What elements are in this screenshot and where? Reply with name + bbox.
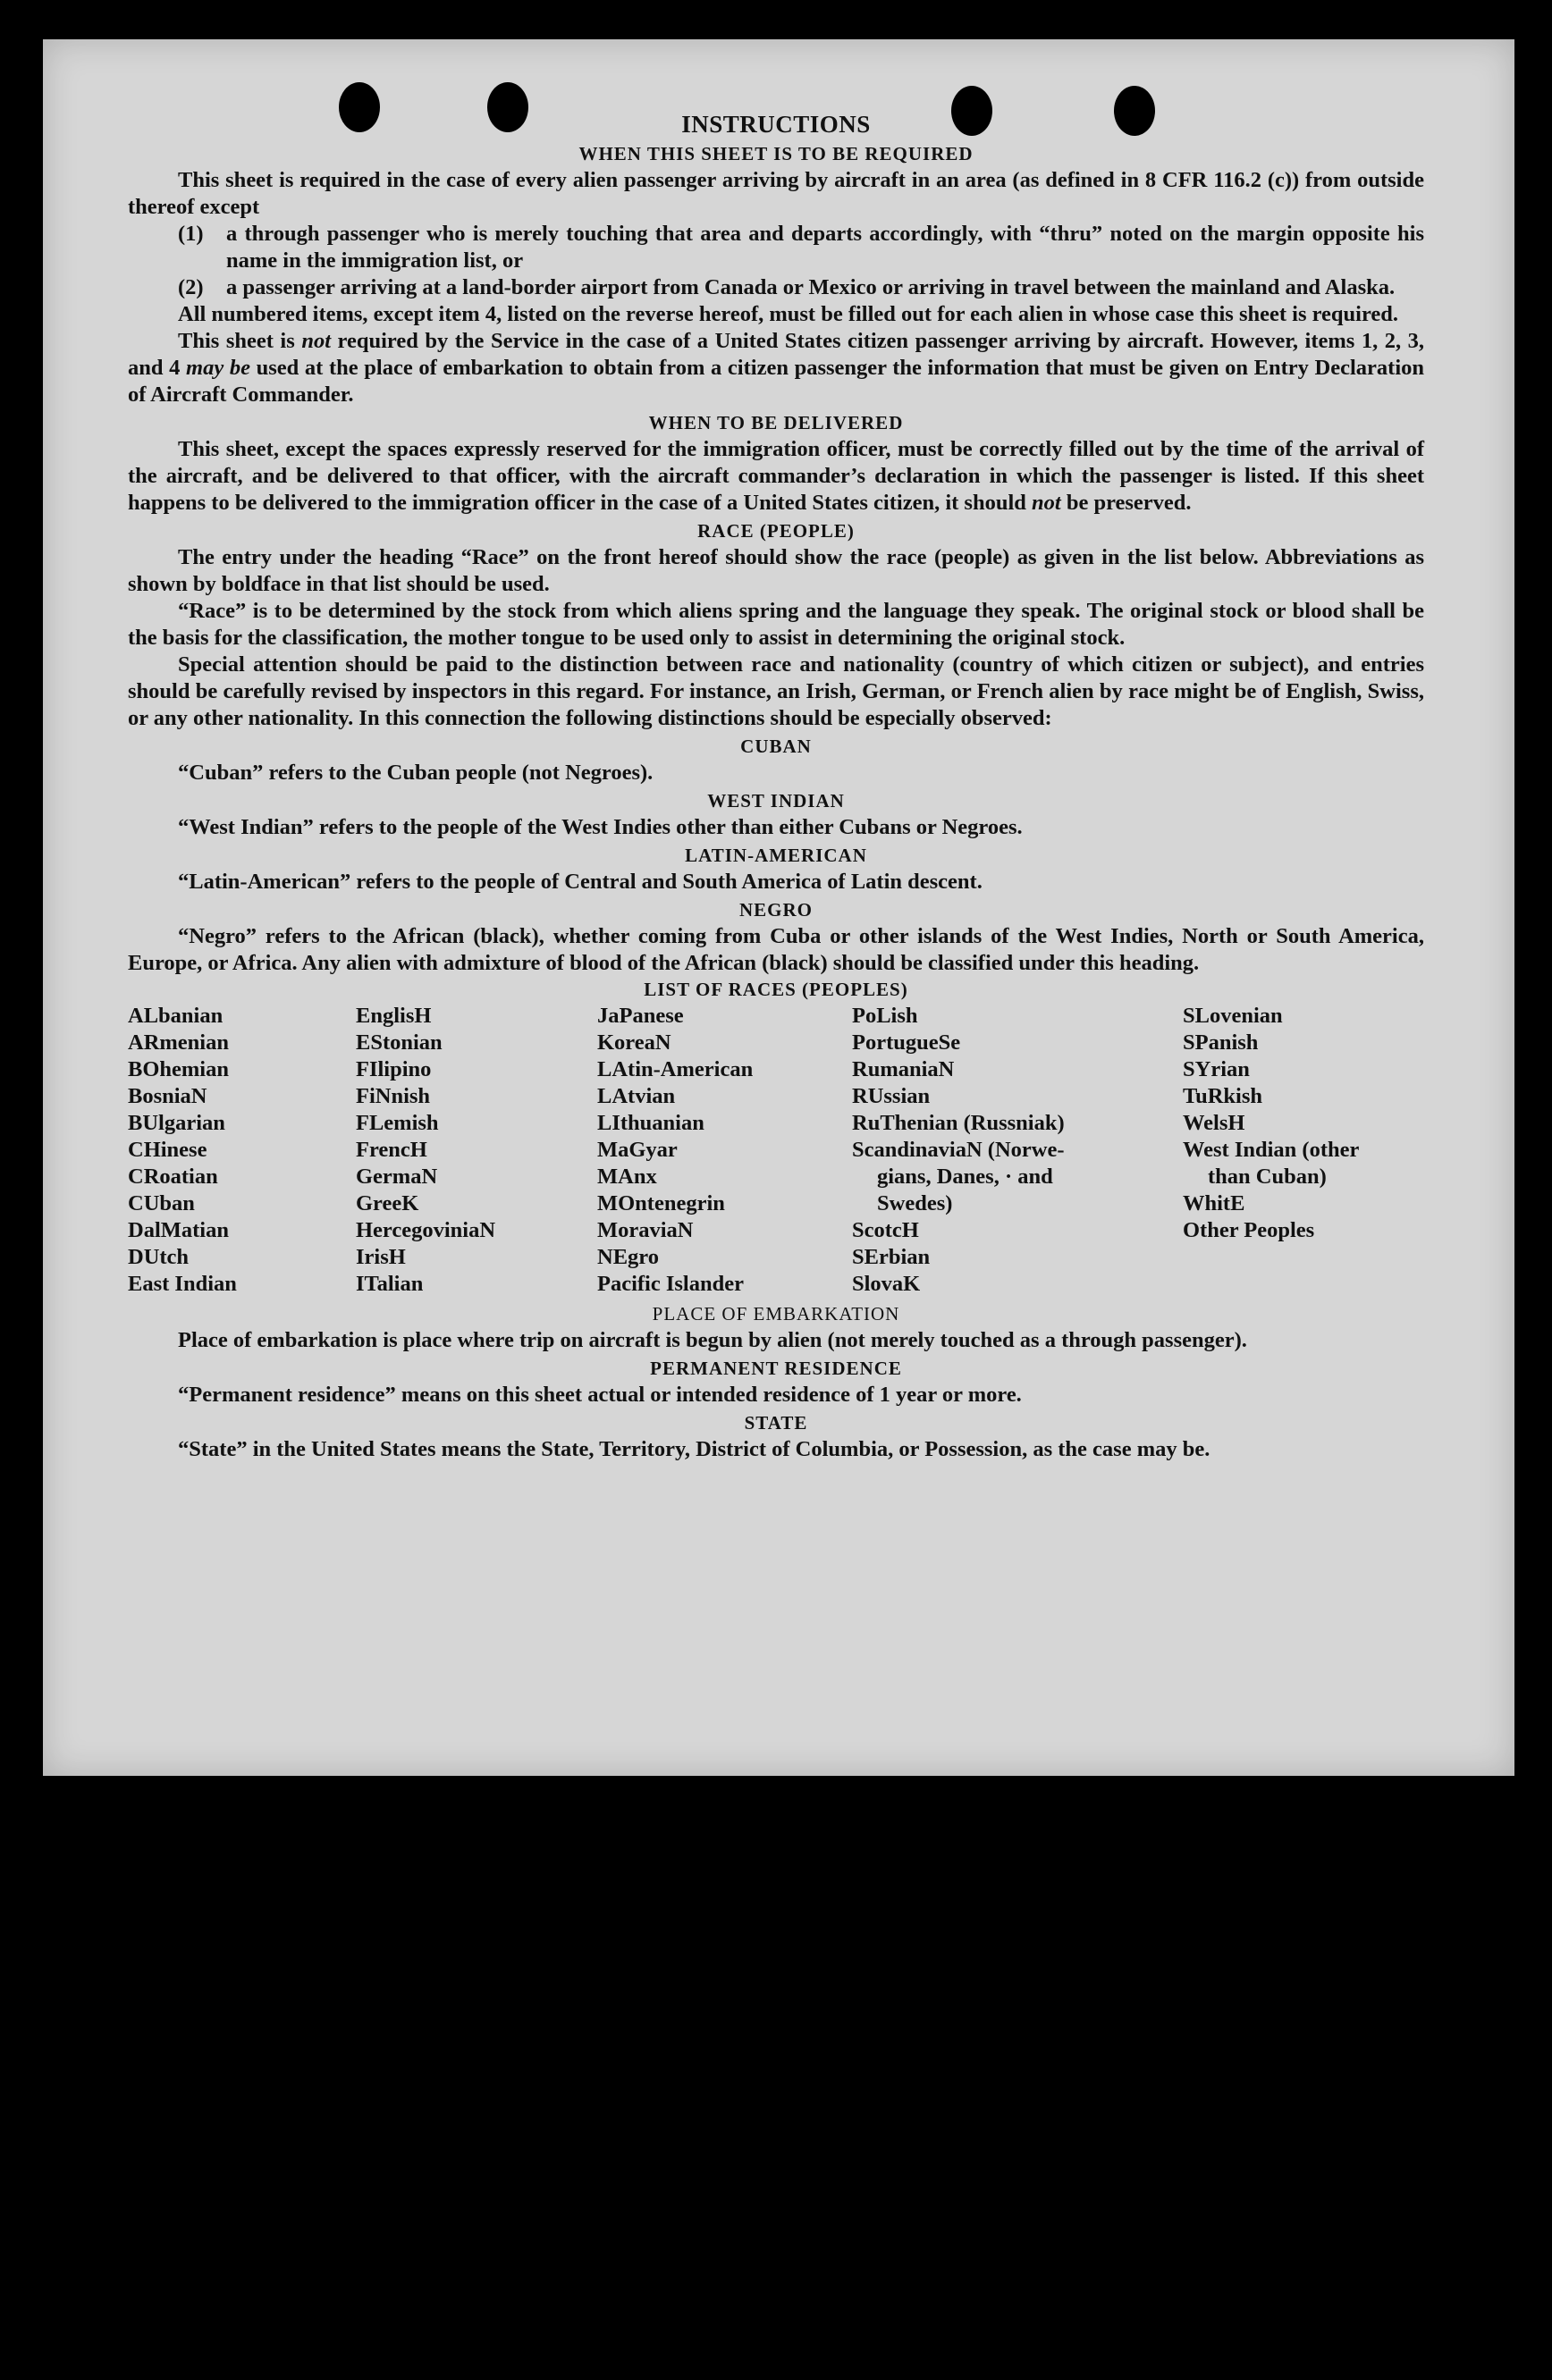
- paragraph: Place of embarkation is place where trip on aircraft is begun by alien (not merely touched as a through passenger).: [178, 1328, 1247, 1352]
- races-column: [356, 1003, 597, 1298]
- paragraph: “West Indian” refers to the people of the West Indies other than either Cubans or Negroes.: [178, 815, 1023, 839]
- race-entry: Other Peoples: [1183, 1218, 1315, 1242]
- list-item: [128, 221, 1424, 274]
- list-number: (1): [178, 222, 204, 246]
- race-entry: FIlipino: [356, 1057, 432, 1081]
- race-entry: HercegoviniaN: [356, 1218, 496, 1242]
- race-entry: WhitE: [1183, 1191, 1245, 1215]
- race-entry: RumaniaN: [852, 1057, 955, 1081]
- section-heading: WHEN TO BE DELIVERED: [648, 412, 904, 433]
- paragraph: The entry under the heading “Race” on the front hereof should show the race (people) as given in the list below. Abbreviations as shown by boldface in that list should be used.: [128, 545, 1424, 596]
- race-entry: TuRkish: [1183, 1084, 1263, 1108]
- paragraph: “Latin-American” refers to the people of Central and South America of Latin descent.: [178, 870, 983, 894]
- race-entry: FiNnish: [356, 1084, 431, 1108]
- race-entry: CRoatian: [128, 1165, 218, 1189]
- list-text: a passenger arriving at a land-border airport from Canada or Mexico or arriving in travel between the mainland and Alaska.: [226, 275, 1396, 299]
- emphasis-text: may be: [186, 356, 250, 380]
- race-entry: EnglisH: [356, 1004, 432, 1028]
- race-entry: DUtch: [128, 1245, 190, 1269]
- race-entry: PoLish: [852, 1004, 918, 1028]
- races-list: [128, 1003, 1424, 1298]
- section-heading: LIST OF RACES (PEOPLES): [644, 979, 908, 1000]
- races-column: [852, 1003, 1183, 1298]
- race-entry: SLovenian: [1183, 1004, 1283, 1028]
- paragraph: “Negro” refers to the African (black), whether coming from Cuba or other islands of the West Indies, North or South America, Europe, or Africa. Any alien with admixture of blood of the African (black) should be classified under this heading.: [128, 924, 1424, 975]
- paragraph: [128, 436, 1424, 517]
- emphasis-text: not: [301, 329, 331, 353]
- text-run: required by the Service in the case of a United States citizen passenger arriving by aircraft. However, items 1, 2, 3, and 4: [128, 329, 1425, 380]
- race-entry: CUban: [128, 1191, 195, 1215]
- race-entry: SlovaK: [852, 1272, 921, 1296]
- section-heading: NEGRO: [738, 899, 813, 921]
- race-entry: EStonian: [356, 1030, 443, 1055]
- race-entry: KoreaN: [597, 1030, 671, 1055]
- race-entry: DalMatian: [128, 1218, 229, 1242]
- page-title: INSTRUCTIONS: [681, 111, 871, 138]
- race-entry: PortugueSe: [852, 1030, 961, 1055]
- text-run: This sheet is: [178, 329, 302, 353]
- races-column: [597, 1003, 852, 1298]
- race-entry: Swedes): [877, 1191, 953, 1215]
- race-entry: RuThenian (Russniak): [852, 1111, 1065, 1135]
- races-column: [1183, 1003, 1424, 1298]
- race-entry: East Indian: [128, 1272, 237, 1296]
- race-entry: GermaN: [356, 1165, 438, 1189]
- races-column: [128, 1003, 356, 1298]
- race-entry: LIthuanian: [597, 1111, 704, 1135]
- section-heading: WEST INDIAN: [707, 790, 845, 812]
- race-entry: ITalian: [356, 1272, 424, 1296]
- race-entry: SErbian: [852, 1245, 931, 1269]
- section-heading: CUBAN: [740, 736, 812, 757]
- paragraph: [128, 328, 1424, 408]
- race-entry: RUssian: [852, 1084, 931, 1108]
- race-entry: FLemish: [356, 1111, 439, 1135]
- section-heading: PERMANENT RESIDENCE: [650, 1358, 902, 1379]
- race-entry: MoraviaN: [597, 1218, 694, 1242]
- list-number: (2): [178, 275, 204, 299]
- section-heading: LATIN-AMERICAN: [685, 845, 867, 866]
- text-run: be preserved.: [1060, 491, 1192, 515]
- race-entry: ScotcH: [852, 1218, 919, 1242]
- race-entry: LAtin-American: [597, 1057, 754, 1081]
- section-heading: WHEN THIS SHEET IS TO BE REQUIRED: [578, 143, 974, 164]
- race-entry: WelsH: [1183, 1111, 1245, 1135]
- paragraph: “Cuban” refers to the Cuban people (not Negroes).: [178, 761, 654, 785]
- race-entry: LAtvian: [597, 1084, 676, 1108]
- race-entry: gians, Danes, · and: [877, 1165, 1053, 1189]
- race-entry: IrisH: [356, 1245, 406, 1269]
- race-entry: FrencH: [356, 1138, 427, 1162]
- race-entry: ScandinaviaN (Norwe-: [852, 1138, 1065, 1162]
- instructions-content: [128, 109, 1424, 1463]
- race-entry: MAnx: [597, 1165, 657, 1189]
- race-entry: BosniaN: [128, 1084, 207, 1108]
- race-entry: NEgro: [597, 1245, 659, 1269]
- race-entry: SPanish: [1183, 1030, 1259, 1055]
- race-entry: SYrian: [1183, 1057, 1250, 1081]
- list-text: a through passenger who is merely touching that area and departs accordingly, with “thru” noted on the margin opposite his name in the immigration list, or: [226, 222, 1424, 273]
- section-heading: STATE: [744, 1412, 808, 1434]
- text-run: used at the place of embarkation to obtain from a citizen passenger the information that must be given on Entry Declaration of Aircraft Commander.: [128, 356, 1424, 407]
- race-entry: ARmenian: [128, 1030, 229, 1055]
- paragraph: All numbered items, except item 4, listed on the reverse hereof, must be filled out for each alien in whose case this sheet is required.: [178, 302, 1399, 326]
- document-sheet: [43, 39, 1514, 1776]
- paragraph: “Race” is to be determined by the stock from which aliens spring and the language they speak. The original stock or blood shall be the basis for the classification, the mother tongue to be used only to assist in determining the original stock.: [128, 599, 1424, 650]
- list-item: [128, 274, 1424, 301]
- emphasis-text: not: [1032, 491, 1061, 515]
- paragraph: This sheet is required in the case of every alien passenger arriving by aircraft in an area (as defined in 8 CFR 116.2 (c)) from outside thereof except: [128, 168, 1424, 219]
- paragraph: Special attention should be paid to the distinction between race and nationality (country of which citizen or subject), and entries should be carefully revised by inspectors in this regard. For instance, an Irish, German, or French alien by race might be of English, Swiss, or any other nationality. In this connection the following distinctions should be especially observed:: [128, 652, 1424, 730]
- race-entry: BUlgarian: [128, 1111, 225, 1135]
- race-entry: MaGyar: [597, 1138, 678, 1162]
- race-entry: JaPanese: [597, 1004, 684, 1028]
- race-entry: MOntenegrin: [597, 1191, 725, 1215]
- race-entry: GreeK: [356, 1191, 419, 1215]
- paragraph: “State” in the United States means the State, Territory, District of Columbia, or Possession, as the case may be.: [178, 1437, 1210, 1461]
- paragraph: “Permanent residence” means on this sheet actual or intended residence of 1 year or more.: [178, 1383, 1022, 1407]
- section-heading: PLACE OF EMBARKATION: [652, 1303, 900, 1325]
- race-entry: CHinese: [128, 1138, 207, 1162]
- race-entry: BOhemian: [128, 1057, 229, 1081]
- section-heading: RACE (PEOPLE): [697, 520, 855, 542]
- race-entry: West Indian (other: [1183, 1138, 1360, 1162]
- race-entry: than Cuban): [1208, 1165, 1327, 1189]
- race-entry: Pacific Islander: [597, 1272, 744, 1296]
- race-entry: ALbanian: [128, 1004, 224, 1028]
- text-run: This sheet, except the spaces expressly reserved for the immigration officer, must be correctly filled out by the time of the arrival of the aircraft, and be delivered to that officer, with the aircraft commander’s declaration in which the passenger is listed. If this sheet happens to be delivered to the immigration officer in the case of a United States citizen, it should: [128, 437, 1424, 515]
